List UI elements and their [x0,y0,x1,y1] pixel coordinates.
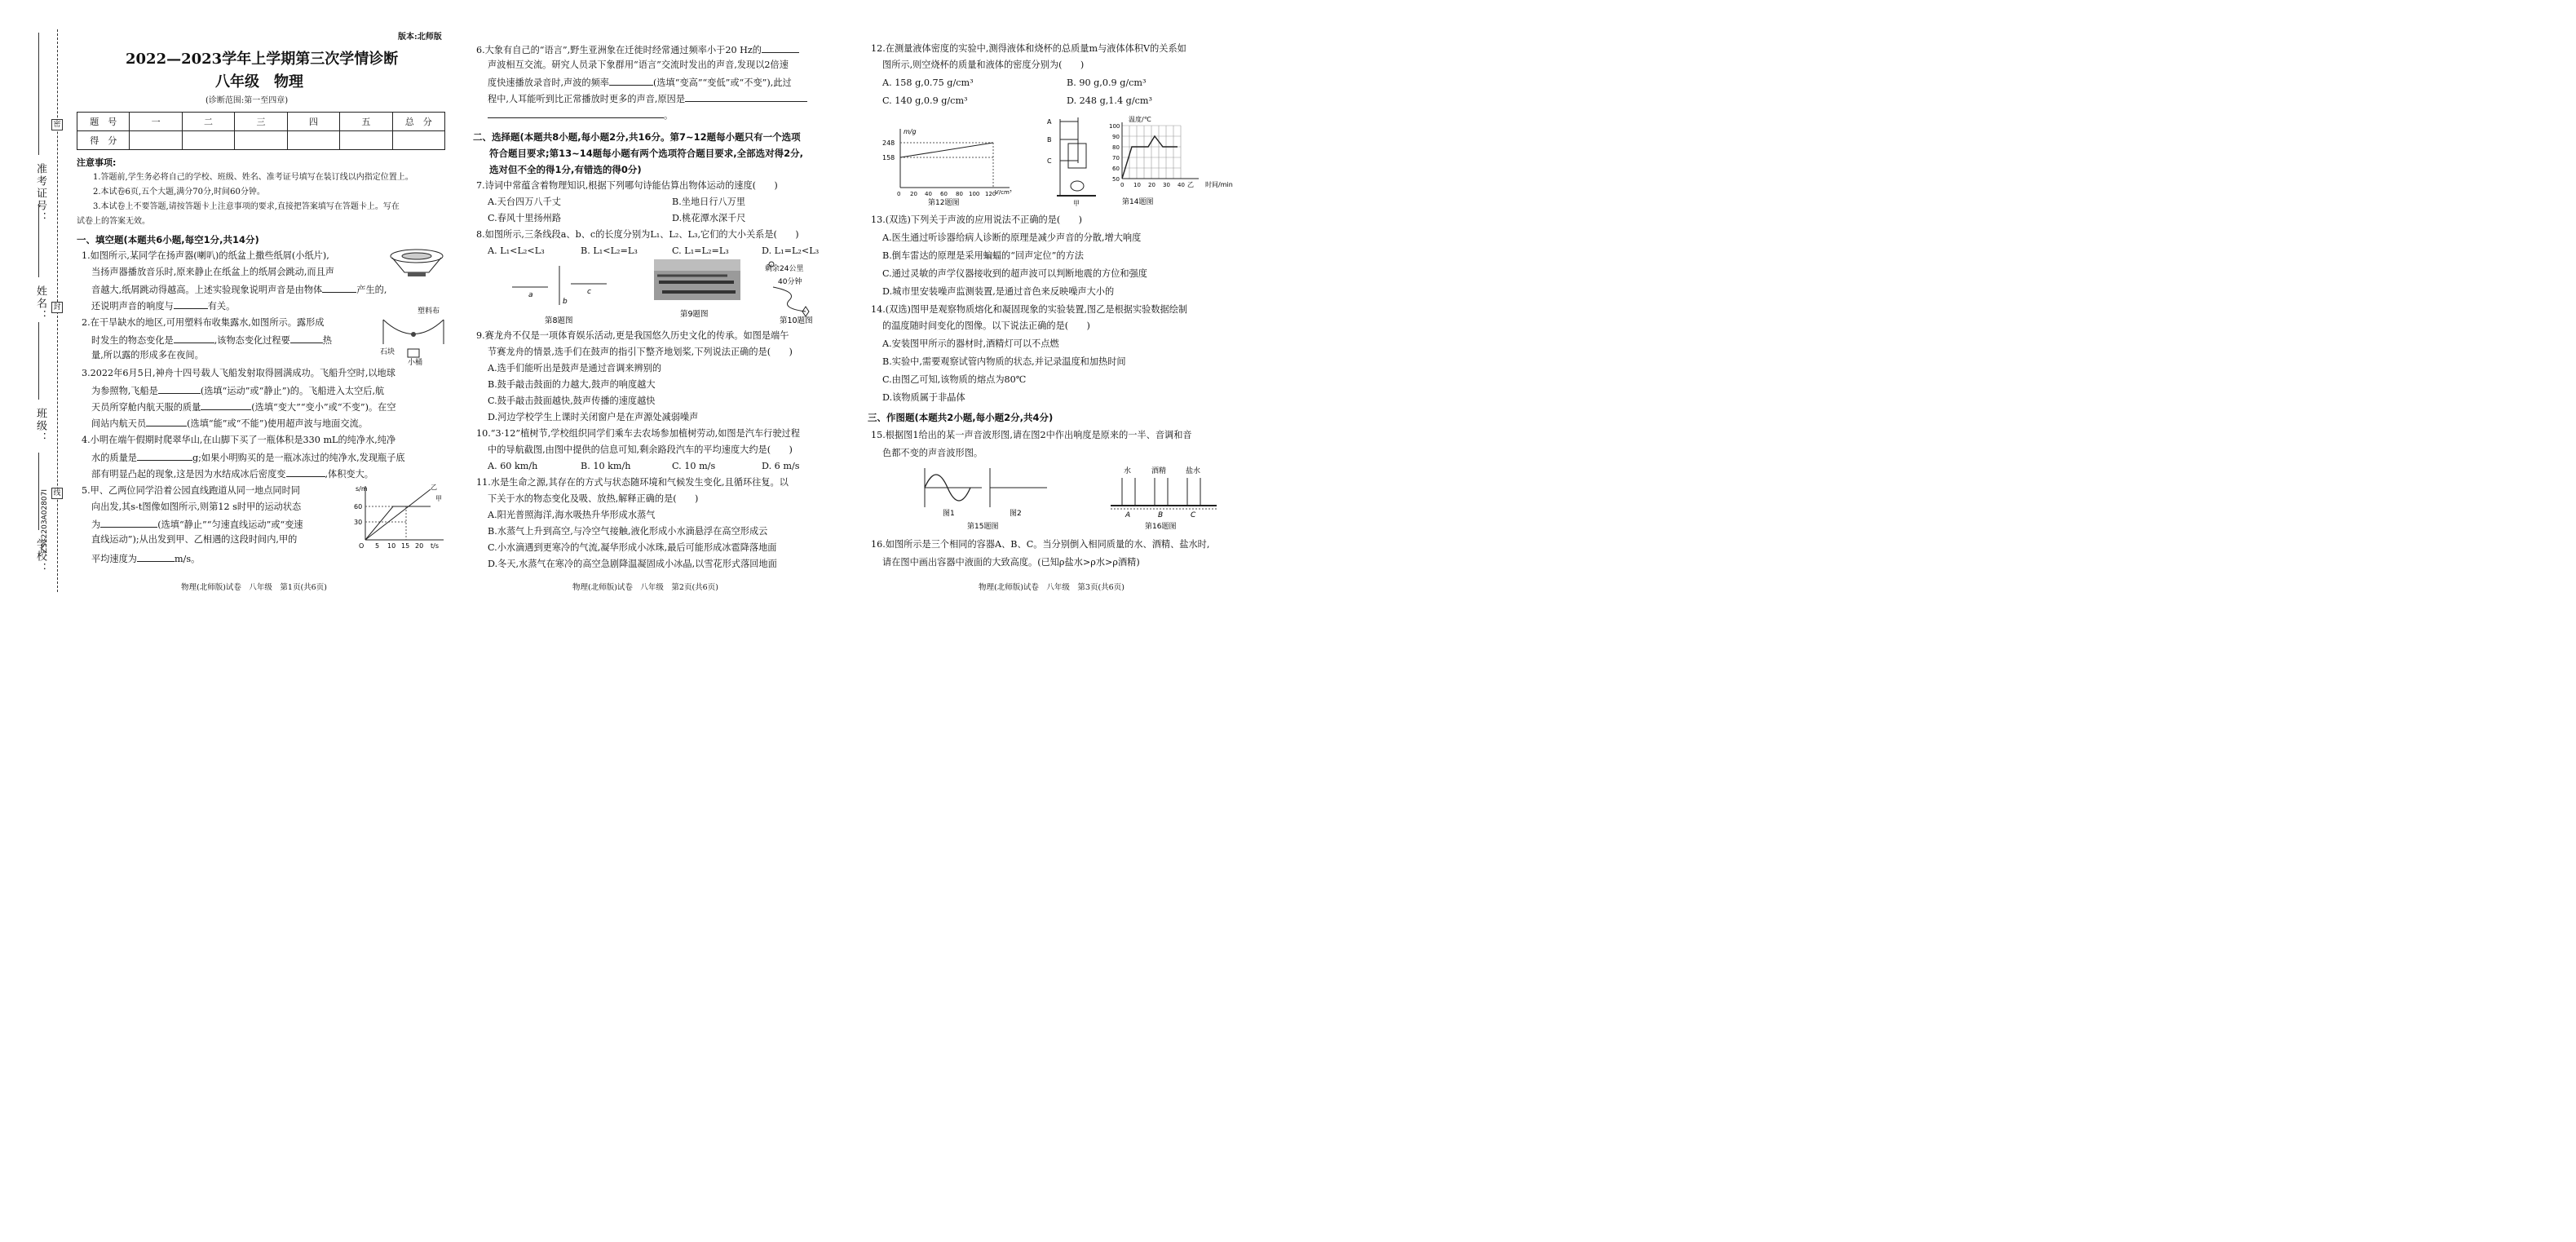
fig12-caption: 第12题图 [928,199,960,206]
q1-line: 还说明声音的响度与 有关。 [91,298,235,313]
q4-line: 水的质量是 g;如果小明购买的是一瓶冰冻过的纯净水,发现瓶子底 [91,450,405,465]
tt-ytick: 100 [1109,123,1120,130]
st-ylabel: s/m [356,485,368,493]
q10-stem: 中的导航截图,由图中提供的信息可知,剩余路段汽车的平均速度大约是( ) [488,444,793,455]
q13-option-a[interactable]: A.医生通过听诊器给病人诊断的原理是减少声音的分散,增大响度 [882,232,1142,243]
q11-stem: 11.水是生命之源,其存在的方式与状态随环境和气候发生变化,且循环往复。以 [476,477,789,488]
container-b-label: B [1158,511,1164,519]
mv-xtick: 0 [897,191,901,197]
mv-ylabel: m/g [904,128,917,135]
stone-label: 石块 [380,348,395,356]
container-brine-label: 盐水 [1186,467,1201,475]
series-jia [365,506,431,540]
q14-stem: 的温度随时间变化的图像。以下说法正确的是( ) [882,320,1090,331]
tt-yi-label: 乙 [1187,181,1194,188]
tt-ytick: 80 [1112,144,1120,151]
wave-fig1-label: 图1 [943,510,955,518]
q2-line: 量,所以露的形成多在夜间。 [91,350,204,360]
q2-blank-1[interactable] [174,333,214,343]
q4-blank-1[interactable] [137,450,192,461]
nav-distance-label: 剩余24公里 [765,265,804,273]
fig8-caption: 第8题图 [545,316,573,325]
mv-ytick-158: 158 [882,154,895,161]
name-label: 姓名： [34,285,46,322]
exam-title: 2022—2023学年上学期第三次学情诊断 [126,51,399,68]
bucket-label: 小桶 [408,359,423,365]
q8-option-b[interactable]: B. L₁<L₂=L₃ [581,245,638,256]
q1-line: 音越大,纸屑跳动得越高。上述实验现象说明声音是由物体 产生的, [91,282,387,297]
q5-line: 平均速度为 m/s。 [91,551,200,566]
q3-line: 为参照物,飞船是 (选填“运动”或“静止”)的。飞船进入太空后,航 [91,383,384,398]
q16-line: 16.如图所示是三个相同的容器A、B、C。当分别倒入相同质量的水、酒精、盐水时, [871,539,1210,550]
class-label: 班级： [34,408,46,444]
apparatus-label-a: A [1047,118,1052,126]
score-cell [340,131,392,150]
containers-figure [1107,463,1230,530]
q5-blank-1[interactable] [100,517,157,528]
tt-xtick: 30 [1163,182,1170,188]
q10-stem: 10.“3·12”植树节,学校组织同学们乘车去农场参加植树劳动,如图是汽车行驶过程 [476,428,800,439]
tt-xtick: 20 [1148,182,1155,188]
notes-title: 注意事项: [77,157,117,168]
tt-xtick: 40 [1178,182,1185,188]
q12-option-c[interactable]: C. 140 g,0.9 g/cm³ [882,95,968,106]
dew-collector-figure [377,303,450,365]
q8-stem: 8.如图所示,三条线段a、b、c的长度分别为L₁、L₂、L₃,它们的大小关系是( ) [476,229,799,240]
q11-option-b[interactable]: B.水蒸气上升到高空,与冷空气接触,液化形成小水滴悬浮在高空形成云 [488,526,768,537]
st-ytick: 30 [354,519,363,526]
segment-b-label: b [563,298,568,306]
q12-option-b[interactable]: B. 90 g,0.9 g/cm³ [1067,77,1147,88]
nav-time-label: 40分钟 [778,278,802,286]
q6-blank-2[interactable] [609,75,653,86]
q9-option-d[interactable]: D.河边学校学生上课时关闭窗户是在声源处减弱噪声 [488,412,699,422]
container-a-label: A [1125,511,1131,519]
q12-stem: 图所示,则空烧杯的质量和液体的密度分别为( ) [882,60,1085,70]
tt-xtick: 10 [1133,182,1141,188]
note-item: 3.本试卷上不要答题,请按答题卡上注意事项的要求,直接把答案填写在答题卡上。写在 [93,202,400,211]
melting-apparatus-figure [1045,114,1111,208]
q9-stem: 9.赛龙舟不仅是一项体育娱乐活动,更是我国悠久历史文化的传承。如图是端午 [476,330,789,341]
score-head-cell: 三 [235,113,287,131]
q5-line: 为 (选填“静止”“匀速直线运动”或“变速 [91,517,303,532]
q15-line: 15.根据图1给出的某一声音波形图,请在图2中作出响度是原来的一半、音调和音 [871,430,1192,440]
q7-stem: 7.诗词中常蕴含着物理知识,根据下列哪句诗能估算出物体运动的速度( ) [476,180,778,191]
ticket-label: 准考证号： [34,163,46,224]
q6-blank-1[interactable] [762,42,799,53]
note-item: 2.本试卷6页,五个大题,满分70分,时间60分钟。 [93,188,265,197]
q10-option-c[interactable]: C. 10 m/s [672,461,716,471]
tt-ytick: 70 [1112,155,1120,161]
container-c-label: C [1191,511,1196,519]
q13-stem: 13.(双选)下列关于声波的应用说法不正确的是( ) [871,214,1083,225]
score-head-cell: 二 [182,113,234,131]
fig10-caption: 第10题图 [780,316,813,325]
q11-option-c[interactable]: C.小水滴遇到更寒冷的气流,凝华形成小冰珠,最后可能形成冰雹降落地面 [488,542,777,553]
binding-strip [0,0,65,613]
container-alcohol-label: 酒精 [1151,467,1167,475]
q8-option-c[interactable]: C. L₁=L₂=L₃ [672,245,729,256]
note-item: 1.答题前,学生务必将自己的学校、班级、姓名、准考证号填写在装订线以内指定位置上。 [93,173,413,182]
navigation-figure [757,259,846,325]
q14-option-a[interactable]: A.安装图甲所示的器材时,酒精灯可以不点燃 [882,338,1059,349]
q6-line: 程中,人耳能听到比正常播放时更多的声音,原因是 [488,91,807,106]
apparatus-jia-label: 甲 [1073,200,1080,207]
score-head-cell: 四 [287,113,339,131]
q13-option-d[interactable]: D.城市里安装噪声监测装置,是通过音色来反映噪声大小的 [882,286,1115,297]
container-water-label: 水 [1124,467,1132,475]
q9-stem: 节赛龙舟的情景,选手们在鼓声的指引下整齐地划桨,下列说法正确的是( ) [488,347,793,357]
mv-data-line [900,143,993,157]
section-2-title: 符合题目要求;第13~14题每小题有两个选项符合题目要求,全部选对得2分, [489,148,803,159]
segment-a-label: a [528,291,533,299]
q7-option-a[interactable]: A.天台四万八千丈 [488,197,561,207]
seal-mark-2: 封 [51,302,63,313]
st-xlabel: t/s [431,542,439,550]
footer-page-2: 物理(北师版)试卷 八年级 第2页(共6页) [572,583,718,592]
apparatus-label-b: B [1047,136,1052,144]
score-row-header [77,113,445,131]
score-cell [235,131,287,150]
ticket-line [38,33,39,155]
score-row-values [77,131,445,150]
st-xtick: 20 [415,542,424,550]
q16-line: 请在图中画出容器中液面的大致高度。(已知ρ盐水>ρ水>ρ酒精) [882,557,1140,568]
score-head-cell: 总 分 [392,113,444,131]
name-line [38,204,39,277]
mv-xtick: 100 [969,191,980,197]
q10-option-a[interactable]: A. 60 km/h [488,461,538,471]
tt-ylabel: 温度/℃ [1129,116,1151,123]
wave-fig2-label: 图2 [1010,510,1022,518]
q5-blank-2[interactable] [137,551,175,562]
q13-option-b[interactable]: B.倒车雷达的原理是采用蝙蝠的“回声定位”的方法 [882,250,1084,261]
page-3 [866,0,1256,613]
score-cell [182,131,234,150]
section-3-title: 三、作图题(本题共2小题,每小题2分,共4分) [868,412,1054,423]
q7-option-d[interactable]: D.桃花潭水深千尺 [672,213,746,223]
q11-stem: 下关于水的物态变化及吸、放热,解释正确的是( ) [488,493,699,504]
q9-option-a[interactable]: A.选手们能听出是鼓声是通过音调来辨别的 [488,363,662,373]
score-cell [392,131,444,150]
q5-line: 向出发,其s-t图像如图所示,则第12 s时甲的运动状态 [91,502,302,512]
waveform-figure [918,463,1057,530]
score-cell [130,131,182,150]
q10-option-b[interactable]: B. 10 km/h [581,461,631,471]
st-xtick: 15 [401,542,410,550]
q14-stem: 14.(双选)图甲是观察物质熔化和凝固现象的实验装置,图乙是根据实验数据绘制 [871,304,1188,315]
score-head-cell: 一 [130,113,182,131]
q11-option-d[interactable]: D.冬天,水蒸气在寒冷的高空急剧降温凝固成小冰晶,以雪花形式落回地面 [488,559,777,569]
mv-xlabel: V/cm³ [995,189,1012,196]
q6-line: 6.大象有自己的“语言”,野生亚洲象在迁徙时经常通过频率小于20 Hz的 [476,42,799,57]
q3-line: 天员所穿舱内航天服的质量 (选填“变大”“变小”或“不变”)。在空 [91,400,396,414]
q4-blank-2[interactable] [286,466,325,477]
q6-blank-3[interactable] [685,91,807,102]
q10-option-d[interactable]: D. 6 m/s [762,461,800,471]
q8-option-d[interactable]: D. L₁=L₂<L₃ [762,245,820,256]
q9-option-b[interactable]: B.鼓手敲击鼓面的力越大,鼓声的响度越大 [488,379,656,390]
fig15-caption: 第15题图 [967,523,999,530]
mv-ytick-248: 248 [882,139,895,147]
st-ytick: 60 [354,503,363,511]
mv-xtick: 20 [910,191,917,197]
footer-page-3: 物理(北师版)试卷 八年级 第3页(共6页) [979,583,1125,592]
footer-page-1: 物理(北师版)试卷 八年级 第1页(共6页) [181,583,327,592]
q14-option-b[interactable]: B.实验中,需要观察试管内物质的状态,并记录温度和加热时间 [882,356,1126,367]
q4-line: 部有明显凸起的现象,这是因为水结成冰后密度变 ,体积变大。 [91,466,373,481]
q8-option-a[interactable]: A. L₁<L₂<L₃ [488,245,545,256]
q12-option-d[interactable]: D. 248 g,1.4 g/cm³ [1067,95,1152,106]
q3-blank-3[interactable] [146,416,187,427]
tt-ytick: 50 [1112,176,1120,183]
mv-xtick: 80 [956,191,963,197]
mv-xtick: 40 [925,191,932,197]
exam-scope: (诊断范围:第一至四章) [205,96,289,105]
section-2-title: 二、选择题(本题共8小题,每小题2分,共16分。第7~12题每小题只有一个选项 [473,131,801,143]
st-xtick: 5 [375,542,380,550]
score-head-cell: 题 号 [77,113,130,131]
q11-option-a[interactable]: A.阳光普照海洋,海水吸热升华形成水蒸气 [488,510,656,520]
line-segments-figure [504,259,626,325]
seal-mark-3: 线 [51,488,63,499]
q3-blank-1[interactable] [158,383,201,394]
st-graph-figure [349,483,447,550]
q3-blank-2[interactable] [201,400,251,410]
q12-option-a[interactable]: A. 158 g,0.75 g/cm³ [882,77,974,88]
q6-line: 度快速播放录音时,声波的频率 (选填“变高”“变低”或“不变”),此过 [488,75,792,90]
score-label-cell: 得 分 [77,131,130,150]
tt-xlabel: 时间/min [1205,181,1233,188]
paper-code: ZS12203A02807I [41,489,49,553]
q2-line: 2.在干旱缺水的地区,可用塑料布收集露水,如图所示。露形成 [82,317,325,328]
q1-line: 1.如图所示,某同学在扬声器(喇叭)的纸盆上撒些纸屑(小纸片), [82,250,329,261]
temperature-time-graph [1109,114,1246,208]
q4-line: 4.小明在端午假期时爬翠华山,在山脚下买了一瓶体积是330 mL的纯净水,纯净 [82,435,396,445]
series-yi-label: 乙 [431,484,437,491]
q3-line: 3.2022年6月5日,神舟十四号载人飞船发射取得圆满成功。飞船升空时,以地球 [82,368,395,378]
q6-line: 。 [488,108,673,122]
q2-line: 时发生的物态变化是 ,该物态变化过程要 热 [91,333,332,347]
fig14-caption: 第14题图 [1122,198,1154,206]
q6-line: 声波相互交流。研究人员录下象群用“语言”交流时发出的声音,发现以2倍速 [488,60,789,70]
q14-option-d[interactable]: D.该物质属于非晶体 [882,392,965,403]
q1-blank-2[interactable] [174,298,208,309]
seal-mark-1: 密 [51,119,63,130]
score-head-cell: 五 [340,113,392,131]
q1-blank-1[interactable] [322,282,356,293]
q2-blank-2[interactable] [290,333,323,343]
q12-stem: 12.在测量液体密度的实验中,测得液体和烧杯的总质量m与液体体积V的关系如 [871,43,1186,54]
page-1 [75,0,455,613]
series-yi [365,489,431,540]
q7-option-b[interactable]: B.坐地日行八万里 [672,197,746,207]
section-2-title: 选对但不全的得1分,有错选的得0分) [489,164,642,175]
section-1-title: 一、填空题(本题共6小题,每空1分,共14分) [77,234,259,245]
mv-xtick: 120 [985,191,996,197]
q1-line: 当扬声器播放音乐时,原来静止在纸盆上的纸屑会跳动,而且声 [91,267,334,277]
exam-subtitle: 八年级 物理 [215,73,303,91]
speaker-figure [388,246,445,279]
school-line [38,453,39,530]
q5-line: 5.甲、乙两位同学沿着公园直线跑道从同一地点同时同 [82,485,300,496]
q15-line: 色都不变的声音波形图。 [882,448,983,458]
tt-ytick: 60 [1112,166,1120,172]
apparatus-label-c: C [1047,157,1052,165]
q3-line: 间站内航天员 (选填“能”或“不能”)使用超声波与地面交流。 [91,416,368,431]
mass-volume-graph [879,124,1018,206]
st-origin: O [359,542,365,550]
segment-c-label: c [587,288,591,296]
tt-xtick: 0 [1120,182,1125,188]
fig16-caption: 第16题图 [1145,523,1177,530]
q13-option-c[interactable]: C.通过灵敏的声学仪器接收到的超声波可以判断地震的方位和强度 [882,268,1147,279]
q9-option-c[interactable]: C.鼓手敲击鼓面越快,鼓声传播的速度越快 [488,396,656,406]
q5-line: 直线运动”);从出发到甲、乙相遇的这段时间内,甲的 [91,534,298,545]
fig9-caption: 第9题图 [680,310,709,319]
note-item: 试卷上的答案无效。 [77,217,150,226]
q7-option-c[interactable]: C.春风十里扬州路 [488,213,562,223]
page-2 [471,0,849,613]
mv-xtick: 60 [940,191,948,197]
plastic-sheet-label: 塑料布 [418,307,440,316]
q14-option-c[interactable]: C.由图乙可知,该物质的熔点为80℃ [882,374,1027,385]
q6-blank-4[interactable] [488,108,664,118]
class-line [38,322,39,400]
st-xtick: 10 [387,542,396,550]
tt-ytick: 90 [1112,134,1120,140]
version-label: 版本:北师版 [398,33,442,42]
dragon-boat-photo [654,259,740,325]
school-label: 学校： [34,538,46,575]
score-table [77,112,445,150]
score-cell [287,131,339,150]
series-jia-label: 甲 [435,495,442,502]
